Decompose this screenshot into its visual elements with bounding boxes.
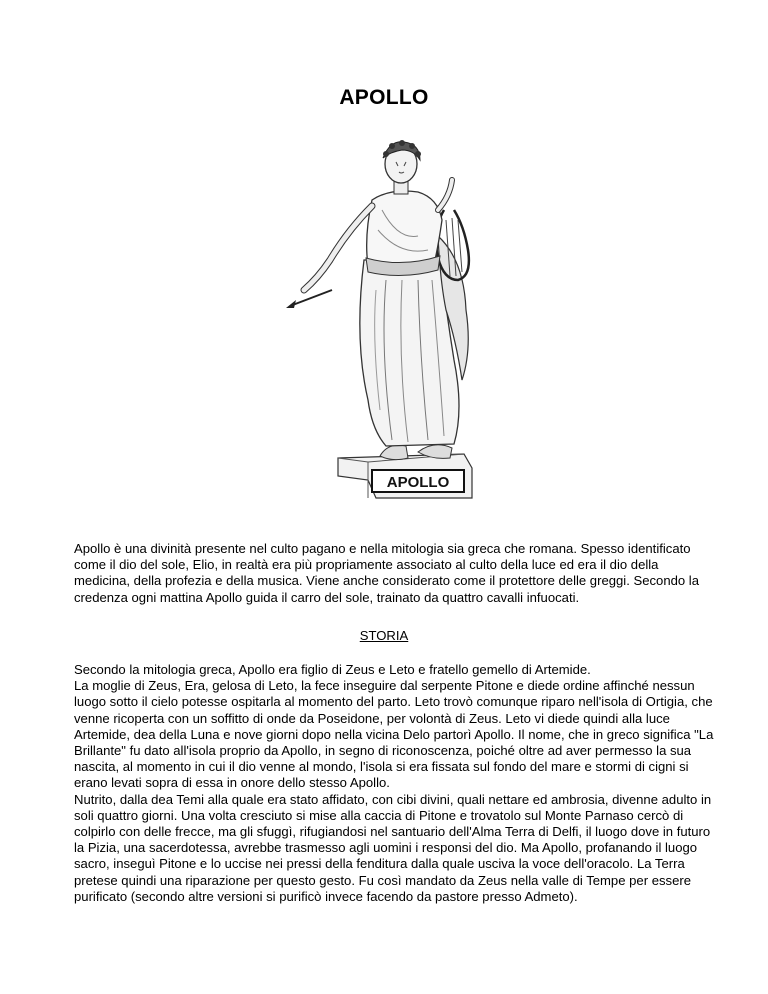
story-paragraph-3: Nutrito, dalla dea Temi alla quale era stato affidato, con cibi divini, quali nettare ed ambrosia, divenne adulto in soli quattro giorni. Una volta cresciuto si mise alla caccia di Pitone e trovatolo sul Monte Parnaso cercò di colpirlo con delle frecce, ma gli sfuggì, rifugiandosi nel santuario dell'Alma Terra di Delfi, il luogo dove in futuro la Pizia, una sacerdotessa, avrebbe trasmesso agli uomini i responsi del dio. Ma Apollo, profanando il luogo sacro, inseguì Pitone e lo uccise nei pressi della fenditura dalla quale usciva la voce dell'oracolo. La Terra pretese quindi una riparazione per questo gesto. Fu così mandato da Zeus nella valle di Tempe per essere purificato (secondo altre versioni si purificò invece facendo da pastore presso Admeto). — [74, 791, 712, 904]
story-paragraph-1: Secondo la mitologia greca, Apollo era figlio di Zeus e Leto e fratello gemello di Artemide. — [74, 662, 591, 677]
intro-paragraph — [74, 541, 714, 606]
story-section — [74, 662, 714, 905]
plaque-label: APOLLO — [386, 474, 450, 491]
story-paragraph-2: La moglie di Zeus, Era, gelosa di Leto, la fece inseguire dal serpente Pitone e diede ordine affinché nessun luogo sotto il cielo potesse ospitarla al momento del parto. Leto trovò comunque riparo nell'isola di Ortigia, che venne ricoperta con un soffitto di onde da Poseidone, per volontà di Zeus. Leto vi diede quindi alla luce Artemide, dea della Luna e nove giorni dopo nella vicina Delo partorì Apollo. Il nome, che in greco significa "La Brillante" fu dato all'isola proprio da Apollo, in segno di riconoscenza, poiché oltre ad aver permesso la sua nascita, al momento in cui il dio venne al mondo, l'isola si era fissata sul fondo del mare e stormi di cigni si erano levati sopra di essa in onore dello stesso Apollo. — [74, 678, 714, 791]
section-heading-storia: STORIA — [359, 628, 409, 643]
apollo-statue-image — [268, 140, 492, 500]
intro-text: Apollo è una divinità presente nel culto pagano e nella mitologia sia greca che romana. Spesso identificato come il dio del sole, Elio, in realtà era più propriamente associato al culto della luce ed era il dio della medicina, della profezia e della musica. Viene anche considerato come il protettore delle greggi. Secondo la credenza ogni mattina Apollo guida il carro del sole, trainato da quattro cavalli infuocati. — [74, 541, 699, 605]
page-title: APOLLO — [339, 86, 429, 109]
